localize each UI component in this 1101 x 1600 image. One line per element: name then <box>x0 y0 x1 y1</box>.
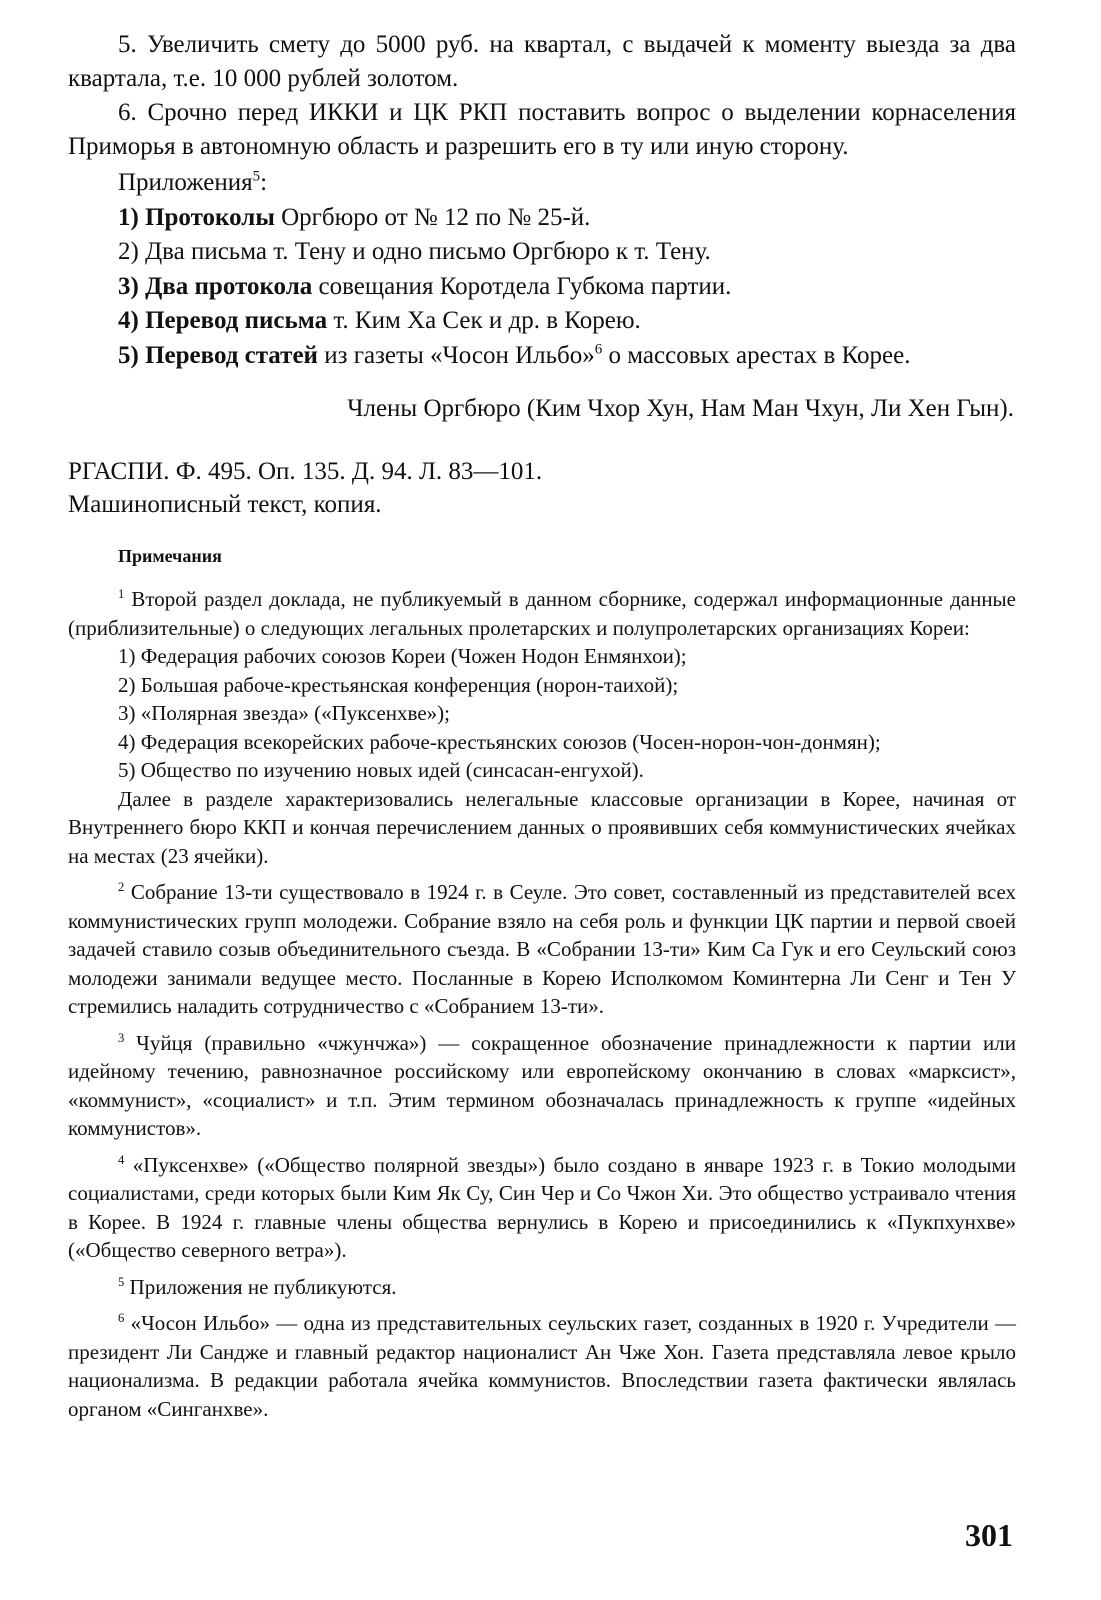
note-5: $^5$ Приложения не публикуются. <box>118 1274 397 1299</box>
note-1-list-item-1: 1) Федерация рабочих союзов Кореи (Чожен Нодон Енмянхои); <box>118 644 687 668</box>
page-number: 301 <box>965 1517 1013 1553</box>
notes-section <box>68 585 1016 1423</box>
archive-reference <box>68 455 968 521</box>
appendix-item-3: 3) Два протокола совещания Коротдела Губкома партии. <box>118 272 732 300</box>
appendix-list <box>118 166 1018 373</box>
appendix-heading: Приложения$^5$: <box>118 168 268 196</box>
appendix-item-5: 5) Перевод статей из газеты «Чосон Ильбо»$^6$ о массовых арестах в Корее. <box>118 341 911 369</box>
archive-type: Машинописный текст, копия. <box>68 491 382 518</box>
archive-ref: РГАСПИ. Ф. 495. Оп. 135. Д. 94. Л. 83—101. <box>68 458 543 485</box>
note-1-list-item-5: 5) Общество по изучению новых идей (синсасан-енгухой). <box>118 758 644 782</box>
note-1-list-item-2: 2) Большая рабоче-крестьянская конференция (норон-таихой); <box>118 672 679 697</box>
note-1-continuation: Далее в разделе характеризовались нелегальные классовые организации в Корее, начиная от Внутреннего бюро ККП и кончая перечислением данных о проявивших себя коммунистических ячейках на местах (23 ячейки). <box>68 786 1016 868</box>
note-3: $^3$ Чуйця (правильно «чжунчжа») — сокращенное обозначение принадлежности к партии или идейному течению, равнозначное российскому или европейскому окончанию в словах «марксист», «коммунист», «социалист» и т.п. Этим термином обозначалась принадлежность к группе «идейных коммунистов». <box>68 1030 1016 1140</box>
note-6: $^6$ «Чосон Ильбо» — одна из представительных сеульских газет, созданных в 1920 г. Учредители — президент Ли Сандже и главный редактор националист Ан Чже Хон. Газета представляла левое крыло национализма. В редакции работала ячейка коммунистов. Впоследствии газета фактически являлась органом «Синганхве». <box>68 1311 1016 1421</box>
appendix-item-4: 4) Перевод письма т. Ким Ха Сек и др. в Корею. <box>118 307 641 334</box>
paragraph-item-5: 5. Увеличить смету до 5000 руб. на квартал, с выдачей к моменту выезда за два квартала, т.е. 10 000 рублей золотом. <box>68 31 1016 92</box>
main-text <box>68 28 1016 164</box>
note-1-list-item-3: 3) «Полярная звезда» («Пуксенхве»); <box>118 701 450 725</box>
note-1: $^1$ Второй раздел доклада, не публикуемый в данном сборнике, содержал информационные данные (приблизительные) о следующих легальных пролетарских и полупролетарских организациях Кореи: <box>68 587 1016 640</box>
note-2: $^2$ Собрание 13-ти существовало в 1924 г. в Сеуле. Это совет, составленный из представителей всех коммунистических групп молодежи. Собрание взяло на себя роль и функции ЦК партии и первой своей задачей ставило созыв объединительного съезда. В «Собрании 13-ти» Ким Са Гук и его Сеульский союз молодежи занимали ведущее место. Посланные в Корею Исполкомом Коминтерна Ли Сенг и Тен У стремились наладить сотрудничество с «Собранием 13-ти». <box>68 880 1016 1018</box>
paragraph-item-6: 6. Срочно перед ИККИ и ЦК РКП поставить вопрос о выделении корнаселения Приморья в автономную область и разрешить его в ту или иную сторону. <box>68 99 1016 160</box>
note-4: $^4$ «Пуксенхве» («Общество полярной звезды») было создано в январе 1923 г. в Токио молодыми социалистами, среди которых были Ким Як Су, Син Чер и Со Чжон Хи. Это общество устраивало чтения в Корее. В 1924 г. главные члены общества вернулись в Корею и присоединились к «Пукпхунхве» («Общество северного ветра»). <box>68 1152 1016 1262</box>
appendix-item-1: 1) Протоколы Оргбюро от № 12 по № 25-й. <box>118 203 591 231</box>
notes-title: Примечания <box>118 546 222 566</box>
note-1-list-item-4: 4) Федерация всекорейских рабоче-крестьянских союзов (Чосен-норон-чон-донмян); <box>118 729 881 754</box>
appendix-item-2: 2) Два письма т. Тену и одно письмо Оргбюро к т. Тену. <box>118 238 711 265</box>
signature-line: Члены Оргбюро (Ким Чхор Хун, Нам Ман Чхун, Ли Хен Гын). <box>347 395 1014 422</box>
